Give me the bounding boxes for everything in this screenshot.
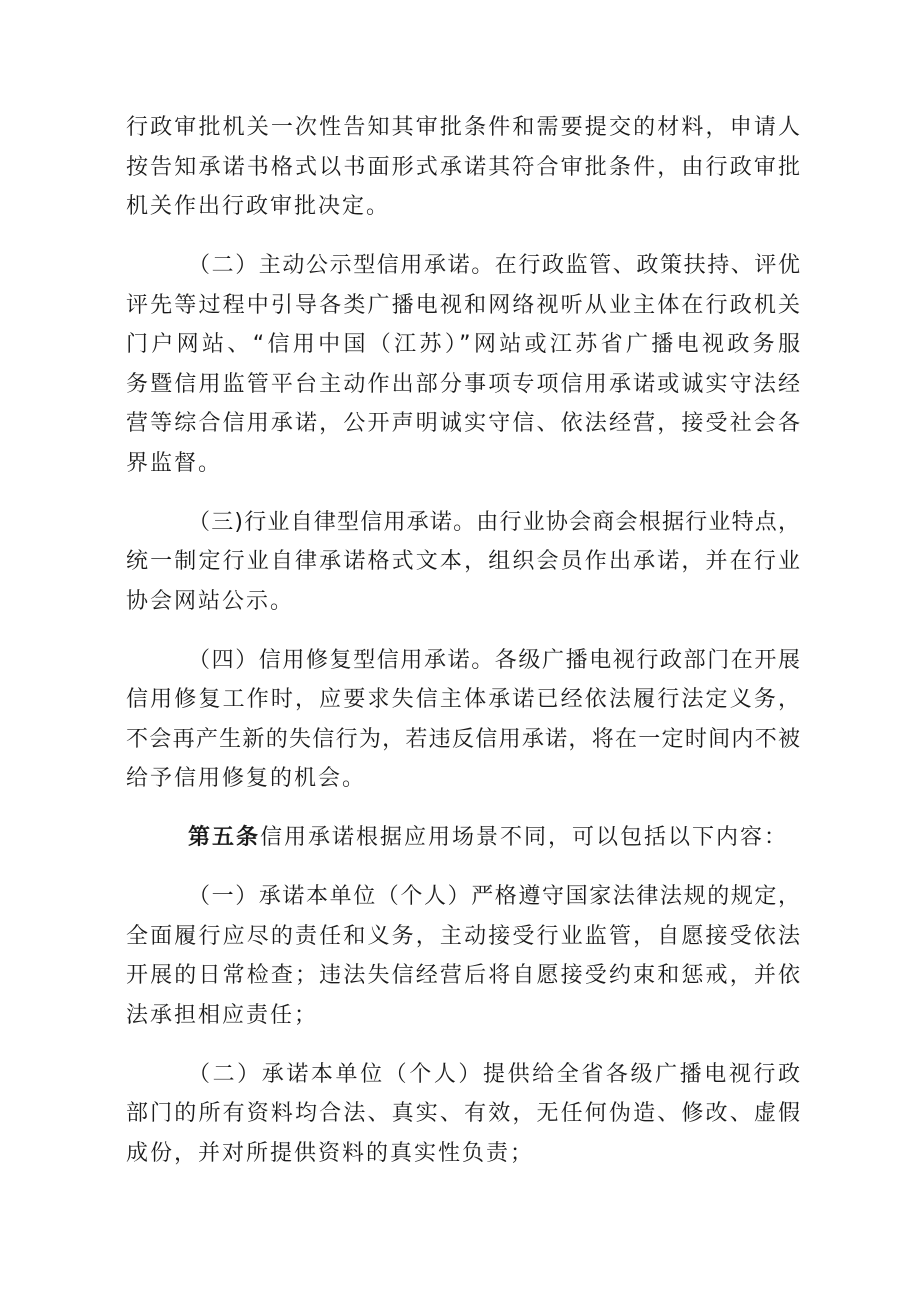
text-line: [126, 763, 800, 795]
text-content: 全面履行应尽的责任和义务，主动接受行业监管，自愿接受依法: [126, 924, 800, 949]
text-line: [126, 191, 800, 223]
text-line: [126, 1098, 800, 1130]
text-line: [126, 1138, 800, 1170]
text-line: [126, 684, 800, 716]
text-line: [188, 507, 800, 539]
text-content: 协会网站公示。: [126, 589, 295, 614]
text-content: （三)行业自律型信用承诺。由行业协会商会根据行业特点，: [188, 510, 800, 535]
text-content: （二）承诺本单位（个人）提供给全省各级广播电视行政: [188, 1062, 800, 1087]
text-line: [188, 881, 800, 913]
text-line: [126, 448, 800, 480]
text-line: [126, 290, 800, 322]
text-line: [126, 112, 800, 144]
text-line: [126, 921, 800, 953]
text-content: 信用修复工作时，应要求失信主体承诺已经依法履行法定义务，: [126, 687, 800, 712]
text-content: 不会再产生新的失信行为，若违反信用承诺，将在一定时间内不被: [126, 727, 800, 752]
text-content: 给予信用修复的机会。: [126, 766, 367, 791]
text-line: [188, 645, 800, 677]
text-content: 法承担相应责任；: [126, 1003, 319, 1028]
text-line: [126, 586, 800, 618]
text-line: [188, 822, 800, 854]
article-number: 第五条: [188, 825, 261, 850]
text-content: （四）信用修复型信用承诺。各级广播电视行政部门在开展: [188, 648, 800, 673]
text-line: [126, 408, 800, 440]
text-line: [126, 546, 800, 578]
text-content: 机关作出行政审批决定。: [126, 194, 391, 219]
text-content: 营等综合信用承诺，公开声明诚实守信、依法经营，接受社会各: [126, 411, 800, 436]
text-content: 开展的日常检查；违法失信经营后将自愿接受约束和惩戒，并依: [126, 963, 800, 988]
text-content: 成份，并对所提供资料的真实性负责；: [126, 1141, 535, 1166]
text-content: 部门的所有资料均合法、真实、有效，无任何伪造、修改、虚假: [126, 1101, 800, 1126]
text-line: [126, 960, 800, 992]
text-content: 门户网站、“信用中国（江苏）”网站或江苏省广播电视政务服: [126, 332, 800, 357]
text-content: 信用承诺根据应用场景不同，可以包括以下内容：: [260, 825, 789, 850]
text-content: 行政审批机关一次性告知其审批条件和需要提交的材料，申请人: [126, 115, 800, 140]
text-line: [126, 724, 800, 756]
text-content: （一）承诺本单位（个人）严格遵守国家法律法规的规定，: [188, 884, 800, 909]
text-content: 按告知承诺书格式以书面形式承诺其符合审批条件，由行政审批: [126, 155, 800, 180]
text-line: [126, 1000, 800, 1032]
text-line: [188, 1059, 800, 1091]
text-content: 务暨信用监管平台主动作出部分事项专项信用承诺或诚实守法经: [126, 372, 800, 397]
text-content: 界监督。: [126, 451, 223, 476]
text-line: [126, 329, 800, 361]
text-content: （二）主动公示型信用承诺。在行政监管、政策扶持、评优: [188, 253, 800, 278]
text-content: 评先等过程中引导各类广播电视和网络视听从业主体在行政机关: [126, 293, 800, 318]
text-line: [126, 152, 800, 184]
text-line: [188, 250, 800, 282]
text-content: 统一制定行业自律承诺格式文本，组织会员作出承诺，并在行业: [126, 549, 800, 574]
text-line: [126, 369, 800, 401]
